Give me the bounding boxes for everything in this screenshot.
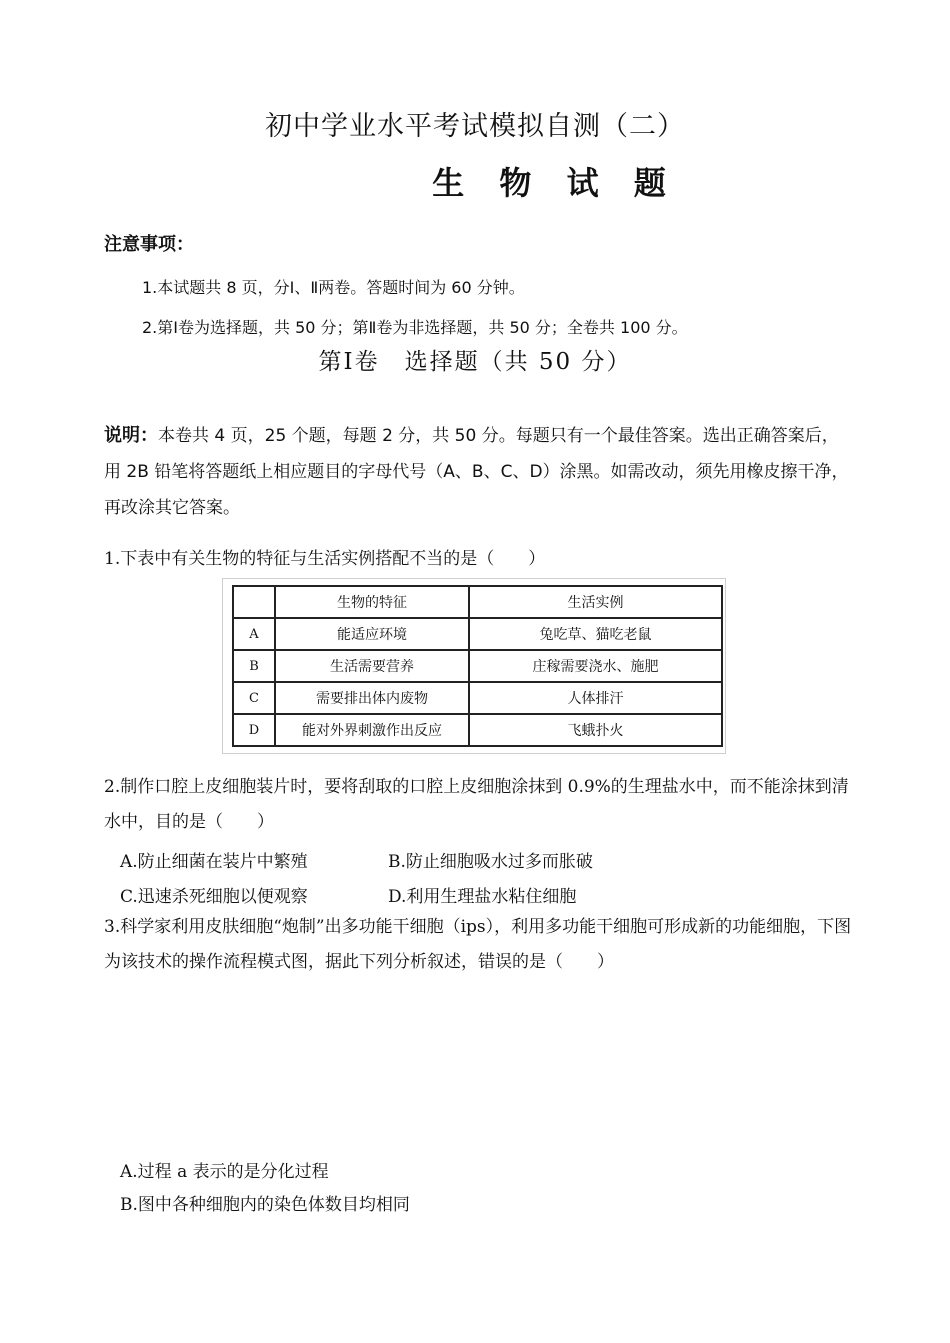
table-cell: C [233,682,275,714]
table-row [233,618,722,650]
instructions [104,418,852,526]
question-3-option-b: B.图中各种细胞内的染色体数目均相同 [120,1195,410,1215]
table-cell: 庄稼需要浇水、施肥 [469,650,722,682]
table-cell: A [233,618,275,650]
question-2-option-a: A.防止细菌在装片中繁殖 [120,852,308,872]
table-header-cell [233,586,275,618]
table-row [233,650,722,682]
table-cell: D [233,714,275,746]
question-2-option-d: D.利用生理盐水粘住细胞 [388,887,577,907]
table-header-cell: 生物的特征 [275,586,469,618]
question-1-table [232,585,723,747]
table-cell: B [233,650,275,682]
table-header-cell: 生活实例 [469,586,722,618]
question-3-stem: 3.科学家利用皮肤细胞“炮制”出多功能干细胞（ips），利用多功能干细胞可形成新的功能细胞，下图为该技术的操作流程模式图，据此下列分析叙述，错误的是（ ） [104,917,852,972]
question-2-stem: 2.制作口腔上皮细胞装片时，要将刮取的口腔上皮细胞涂抹到 0.9%的生理盐水中，而不能涂抹到清水中，目的是（ ） [104,777,849,832]
question-2-option-b: B.防止细胞吸水过多而胀破 [388,852,593,872]
question-2-option-c: C.迅速杀死细胞以便观察 [120,887,308,907]
notice-item: 1.本试题共 8 页，分Ⅰ、Ⅱ两卷。答题时间为 60 分钟。 [142,278,525,297]
table-cell: 生活需要营养 [275,650,469,682]
question-3-option-a: A.过程 a 表示的是分化过程 [120,1162,329,1182]
table-cell: 需要排出体内废物 [275,682,469,714]
notice-heading: 注意事项： [104,234,194,255]
instructions-text: 本卷共 4 页，25 个题，每题 2 分，共 50 分。每题只有一个最佳答案。选出正确答案后，用 2B 铅笔将答题纸上相应题目的字母代号（A、B、C、D）涂黑。如需改动，须先用橡皮擦干净，再改涂其它答案。 [104,426,849,518]
table-row [233,682,722,714]
section-title: 第Ⅰ卷 选择题（共 50 分） [318,349,632,375]
table-cell: 人体排汗 [469,682,722,714]
table-cell: 飞蛾扑火 [469,714,722,746]
exam-subtitle: 生 物 试 题 [432,164,678,202]
notice-item: 2.第Ⅰ卷为选择题，共 50 分；第Ⅱ卷为非选择题，共 50 分；全卷共 100 分。 [142,318,688,337]
table-cell: 能适应环境 [275,618,469,650]
question-1-stem: 1.下表中有关生物的特征与生活实例搭配不当的是（ ） [104,549,546,569]
table-cell: 兔吃草、猫吃老鼠 [469,618,722,650]
instructions-lead: 说明： [104,425,158,446]
table-header-row [233,586,722,618]
table-row [233,714,722,746]
exam-title: 初中学业水平考试模拟自测（二） [265,111,685,142]
table-cell: 能对外界刺激作出反应 [275,714,469,746]
